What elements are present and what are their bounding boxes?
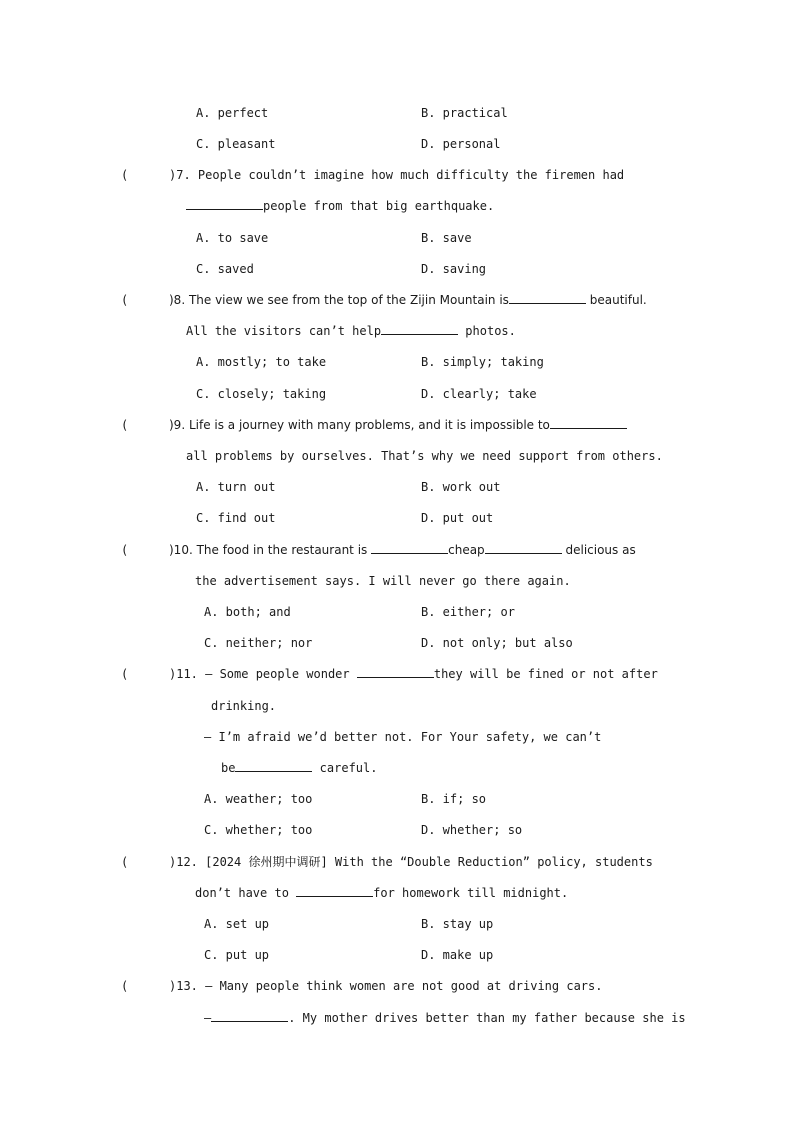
question-11-stem: )11. — Some people wonder they will be fined or not after xyxy=(169,667,658,681)
option-c: C. whether; too xyxy=(204,823,313,837)
option-a: A. turn out xyxy=(196,480,276,494)
question-9-stem: )9. Life is a journey with many problems, and it is impossible to xyxy=(169,417,627,433)
option-b: B. if; so xyxy=(421,792,487,806)
question-10-stem-line2: the advertisement says. I will never go there again. xyxy=(195,574,571,588)
question-7-stem: )7. People couldn’t imagine how much difficulty the firemen had xyxy=(169,168,625,182)
option-b: B. save xyxy=(421,231,472,245)
option-a: A. weather; too xyxy=(204,792,313,806)
option-b: B. stay up xyxy=(421,917,494,931)
question-11-reply-line2: be careful. xyxy=(221,761,378,775)
option-b: B. simply; taking xyxy=(421,355,544,369)
answer-paren: ( xyxy=(121,418,129,432)
option-d: D. personal xyxy=(421,137,501,151)
question-13-reply: — . My mother drives better than my father because she is xyxy=(204,1011,686,1025)
answer-paren: ( xyxy=(121,293,129,307)
option-b: B. practical xyxy=(421,106,508,120)
answer-blank[interactable] xyxy=(357,666,434,678)
answer-paren: ( xyxy=(121,667,129,681)
question-13-stem: )13. — Many people think women are not good at driving cars. xyxy=(169,979,603,993)
answer-blank[interactable] xyxy=(235,760,312,772)
answer-blank[interactable] xyxy=(485,542,562,554)
option-d: D. clearly; take xyxy=(421,387,537,401)
question-8-stem-line2: All the visitors can’t help photos. xyxy=(186,324,516,338)
option-a: A. mostly; to take xyxy=(196,355,327,369)
question-12-stem: )12. [2024 徐州期中调研] With the “Double Reduction” policy, students xyxy=(169,855,653,869)
option-a: A. both; and xyxy=(204,605,291,619)
question-8-stem: )8. The view we see from the top of the Zijin Mountain is beautiful. xyxy=(169,293,647,307)
answer-blank[interactable] xyxy=(381,323,458,335)
question-7-stem-line2: people from that big earthquake. xyxy=(186,198,494,214)
option-d: D. saving xyxy=(421,262,487,276)
question-9-stem-line2: all problems by ourselves. That’s why we need support from others. xyxy=(186,449,663,463)
answer-blank[interactable] xyxy=(550,417,627,429)
option-b: B. either; or xyxy=(421,605,515,619)
option-b: B. work out xyxy=(421,480,501,494)
option-d: D. not only; but also xyxy=(421,636,573,650)
question-12-stem-line2: don’t have to for homework till midnight. xyxy=(195,886,569,900)
option-a: A. to save xyxy=(196,231,269,245)
option-c: C. saved xyxy=(196,262,254,276)
option-c: C. put up xyxy=(204,948,270,962)
answer-paren: ( xyxy=(121,168,129,182)
option-a: A. set up xyxy=(204,917,270,931)
question-10-stem: )10. The food in the restaurant is cheap delicious as xyxy=(169,543,636,557)
option-c: C. closely; taking xyxy=(196,387,327,401)
answer-paren: ( xyxy=(121,979,129,993)
question-11-stem-line2: drinking. xyxy=(211,699,277,713)
option-c: C. neither; nor xyxy=(204,636,313,650)
option-d: D. put out xyxy=(421,511,494,525)
answer-blank[interactable] xyxy=(296,885,373,897)
option-d: D. whether; so xyxy=(421,823,523,837)
option-c: C. find out xyxy=(196,511,276,525)
option-d: D. make up xyxy=(421,948,494,962)
answer-paren: ( xyxy=(121,543,129,557)
answer-blank[interactable] xyxy=(371,542,448,554)
option-a: A. perfect xyxy=(196,106,269,120)
answer-blank[interactable] xyxy=(211,1010,288,1022)
option-c: C. pleasant xyxy=(196,137,276,151)
answer-paren: ( xyxy=(121,855,129,869)
question-11-reply: — I’m afraid we’d better not. For Your safety, we can’t xyxy=(204,730,602,744)
answer-blank[interactable] xyxy=(186,198,263,210)
answer-blank[interactable] xyxy=(509,292,586,304)
